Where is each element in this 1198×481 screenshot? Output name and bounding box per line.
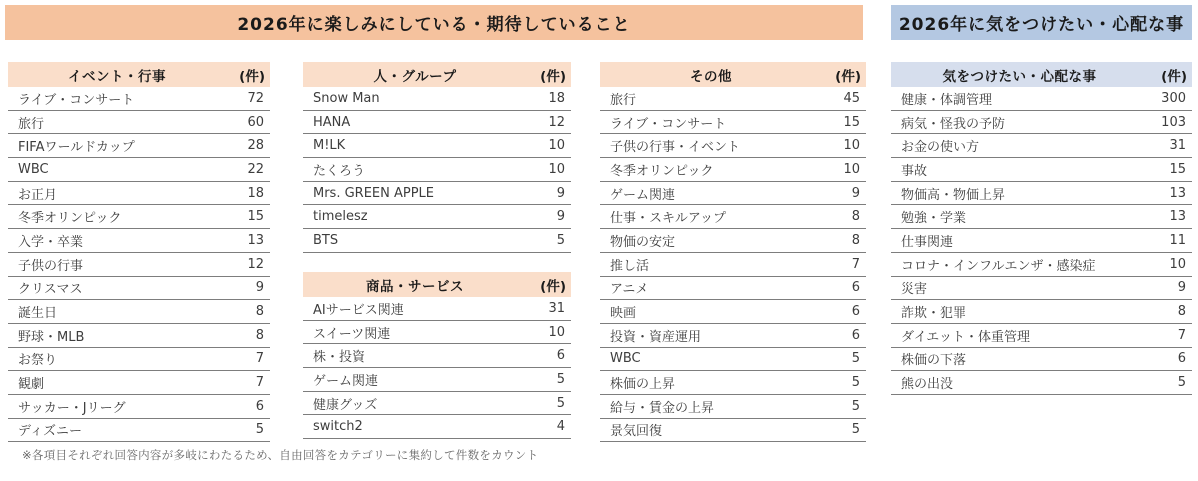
table-header-label: イベント・行事 <box>68 68 166 85</box>
row-count: 5 <box>556 395 565 411</box>
row-count: 31 <box>1169 138 1186 154</box>
row-label: 災害 <box>901 282 928 298</box>
table-row <box>8 419 270 443</box>
table-people-groups <box>303 62 571 253</box>
row-count: 6 <box>851 304 860 320</box>
row-count: 28 <box>247 138 264 154</box>
row-label: 給与・賃金の上昇 <box>610 400 715 416</box>
row-count: 60 <box>247 114 264 130</box>
table-row <box>8 111 270 135</box>
row-label: お正月 <box>18 187 58 203</box>
table-row <box>600 111 866 135</box>
table-header-label: 人・グループ <box>373 68 457 85</box>
row-count: 18 <box>548 90 565 106</box>
row-label: スイーツ関連 <box>313 326 391 342</box>
table-row <box>303 134 571 158</box>
row-label: 仕事関連 <box>901 234 954 250</box>
row-label: 事故 <box>901 163 928 179</box>
table-row <box>600 324 866 348</box>
row-label: 投資・資産運用 <box>610 329 702 345</box>
table-row <box>303 182 571 206</box>
section-title-worries: 2026年に気をつけたい・心配な事 <box>891 5 1192 40</box>
row-label: HANA <box>313 114 351 130</box>
row-count: 7 <box>255 375 264 391</box>
table-row <box>891 253 1192 277</box>
row-count: 9 <box>1177 280 1186 296</box>
table-others <box>600 62 866 442</box>
row-count: 13 <box>247 232 264 248</box>
row-label: ダイエット・体重管理 <box>901 329 1030 345</box>
row-count: 6 <box>255 398 264 414</box>
row-count: 9 <box>851 185 860 201</box>
table-row <box>303 158 571 182</box>
row-label: WBC <box>610 351 641 367</box>
row-label: 冬季オリンピック <box>610 163 714 179</box>
table-header <box>303 62 571 87</box>
row-count: 10 <box>548 324 565 340</box>
row-label: FIFAワールドカップ <box>18 140 135 156</box>
table-header <box>8 62 270 87</box>
row-count: 10 <box>548 138 565 154</box>
table-row <box>303 87 571 111</box>
table-row <box>600 300 866 324</box>
row-count: 10 <box>843 138 860 154</box>
row-count: 4 <box>556 419 565 435</box>
row-label: M!LK <box>313 138 346 154</box>
row-count: 15 <box>1169 161 1186 177</box>
row-count: 300 <box>1161 90 1186 106</box>
footnote: ※各項目それぞれ回答内容が多岐にわたるため、自由回答をカテゴリーに集約して件数をカウント <box>22 448 539 462</box>
row-count: 5 <box>255 422 264 438</box>
row-count: 10 <box>1169 256 1186 272</box>
table-row <box>600 205 866 229</box>
table-header-label: 気をつけたい・心配な事 <box>942 68 1097 85</box>
row-count: 7 <box>1177 327 1186 343</box>
table-row <box>600 158 866 182</box>
row-label: 物価の安定 <box>610 234 676 250</box>
row-label: switch2 <box>313 419 363 435</box>
row-count: 13 <box>1169 209 1186 225</box>
row-label: 子供の行事 <box>18 258 84 274</box>
row-count: 9 <box>255 280 264 296</box>
table-row <box>891 324 1192 348</box>
row-label: 健康グッズ <box>313 397 378 413</box>
row-count: 18 <box>247 185 264 201</box>
row-label: 病気・怪我の予防 <box>901 116 1006 132</box>
table-header-count-unit: (件) <box>540 278 566 295</box>
row-label: 物価高・物価上昇 <box>901 187 1006 203</box>
row-label: アニメ <box>610 282 649 298</box>
table-row <box>8 253 270 277</box>
table-row <box>600 419 866 443</box>
row-label: AIサービス関連 <box>313 302 404 318</box>
row-label: 旅行 <box>18 116 45 132</box>
row-label: 野球・MLB <box>18 329 85 345</box>
table-row <box>8 182 270 206</box>
row-count: 11 <box>1169 232 1186 248</box>
row-label: 株・投資 <box>313 350 366 366</box>
row-count: 12 <box>247 256 264 272</box>
table-row <box>600 395 866 419</box>
row-label: 誕生日 <box>18 306 58 322</box>
row-label: 熊の出没 <box>901 377 954 393</box>
row-count: 5 <box>851 375 860 391</box>
table-header-label: 商品・サービス <box>366 278 464 295</box>
row-count: 8 <box>255 327 264 343</box>
row-count: 15 <box>843 114 860 130</box>
table-row <box>891 205 1192 229</box>
row-count: 6 <box>556 348 565 364</box>
row-label: 健康・体調管理 <box>901 92 993 108</box>
table-row <box>303 321 571 345</box>
table-row <box>303 297 571 321</box>
table-events <box>8 62 270 442</box>
row-label: timelesz <box>313 209 368 225</box>
table-header-count-unit: (件) <box>835 68 861 85</box>
row-count: 31 <box>548 300 565 316</box>
table-row <box>891 87 1192 111</box>
row-label: 仕事・スキルアップ <box>610 211 726 227</box>
table-row <box>8 229 270 253</box>
row-label: ゲーム関連 <box>313 373 379 389</box>
row-count: 8 <box>255 304 264 320</box>
table-row <box>303 205 571 229</box>
row-label: 映画 <box>610 306 637 322</box>
row-count: 6 <box>851 327 860 343</box>
table-row <box>600 182 866 206</box>
row-label: 冬季オリンピック <box>18 211 122 227</box>
table-worries <box>891 62 1192 395</box>
table-row <box>891 182 1192 206</box>
table-row <box>891 229 1192 253</box>
row-count: 8 <box>851 209 860 225</box>
row-count: 10 <box>843 161 860 177</box>
row-label: サッカー・Jリーグ <box>18 400 126 416</box>
table-row <box>8 205 270 229</box>
row-label: 景気回復 <box>610 424 663 440</box>
row-count: 6 <box>851 280 860 296</box>
row-count: 5 <box>851 398 860 414</box>
table-row <box>600 87 866 111</box>
table-row <box>303 344 571 368</box>
row-count: 10 <box>548 161 565 177</box>
row-count: 13 <box>1169 185 1186 201</box>
table-row <box>8 395 270 419</box>
table-header-count-unit: (件) <box>540 68 566 85</box>
table-header <box>303 272 571 297</box>
row-label: 勉強・学業 <box>901 211 967 227</box>
table-row <box>303 415 571 439</box>
table-row <box>8 134 270 158</box>
table-row <box>8 158 270 182</box>
row-count: 9 <box>556 185 565 201</box>
row-count: 12 <box>548 114 565 130</box>
table-row <box>303 229 571 253</box>
row-count: 22 <box>247 161 264 177</box>
row-count: 8 <box>851 232 860 248</box>
table-header <box>600 62 866 87</box>
section-title-looking-forward: 2026年に楽しみにしている・期待していること <box>5 5 863 40</box>
row-count: 6 <box>1177 351 1186 367</box>
table-row <box>600 348 866 372</box>
row-label: コロナ・インフルエンザ・感染症 <box>901 258 1096 274</box>
row-count: 5 <box>1177 375 1186 391</box>
row-count: 7 <box>851 256 860 272</box>
row-label: クリスマス <box>18 282 83 298</box>
table-header-label: その他 <box>690 68 732 85</box>
table-row <box>600 371 866 395</box>
table-row <box>8 277 270 301</box>
table-header <box>891 62 1192 87</box>
row-label: 詐欺・犯罪 <box>901 306 967 322</box>
row-count: 15 <box>247 209 264 225</box>
row-label: Mrs. GREEN APPLE <box>313 185 435 201</box>
row-label: 旅行 <box>610 92 637 108</box>
row-label: 株価の上昇 <box>610 377 676 393</box>
table-row <box>891 348 1192 372</box>
row-count: 7 <box>255 351 264 367</box>
table-row <box>8 348 270 372</box>
row-label: 推し活 <box>610 258 650 274</box>
row-label: お金の使い方 <box>901 140 980 156</box>
table-row <box>8 300 270 324</box>
row-label: 入学・卒業 <box>18 234 84 250</box>
row-count: 72 <box>247 90 264 106</box>
row-count: 5 <box>556 232 565 248</box>
row-label: ゲーム関連 <box>610 187 676 203</box>
table-row <box>303 392 571 416</box>
row-label: WBC <box>18 161 49 177</box>
row-count: 5 <box>851 422 860 438</box>
table-row <box>600 134 866 158</box>
row-count: 5 <box>851 351 860 367</box>
row-label: 子供の行事・イベント <box>610 140 741 156</box>
row-label: お祭り <box>18 353 58 369</box>
row-count: 45 <box>843 90 860 106</box>
table-row <box>891 134 1192 158</box>
row-count: 9 <box>556 209 565 225</box>
table-row <box>600 277 866 301</box>
row-count: 5 <box>556 371 565 387</box>
row-count: 8 <box>1177 304 1186 320</box>
table-row <box>891 111 1192 135</box>
table-row <box>303 368 571 392</box>
table-header-count-unit: (件) <box>1161 68 1187 85</box>
table-row <box>891 277 1192 301</box>
row-label: ライブ・コンサート <box>18 92 135 108</box>
table-row <box>600 229 866 253</box>
table-row <box>8 87 270 111</box>
table-products-services <box>303 272 571 439</box>
row-label: ディズニー <box>18 424 82 440</box>
row-label: Snow Man <box>313 90 380 106</box>
table-header-count-unit: (件) <box>239 68 265 85</box>
row-label: 株価の下落 <box>901 353 967 369</box>
row-label: たくろう <box>313 163 366 179</box>
table-row <box>8 371 270 395</box>
row-count: 103 <box>1161 114 1186 130</box>
table-row <box>891 158 1192 182</box>
table-row <box>891 300 1192 324</box>
row-label: BTS <box>313 232 339 248</box>
table-row <box>303 111 571 135</box>
table-row <box>600 253 866 277</box>
table-row <box>891 371 1192 395</box>
row-label: ライブ・コンサート <box>610 116 727 132</box>
table-row <box>8 324 270 348</box>
row-label: 観劇 <box>18 377 45 393</box>
